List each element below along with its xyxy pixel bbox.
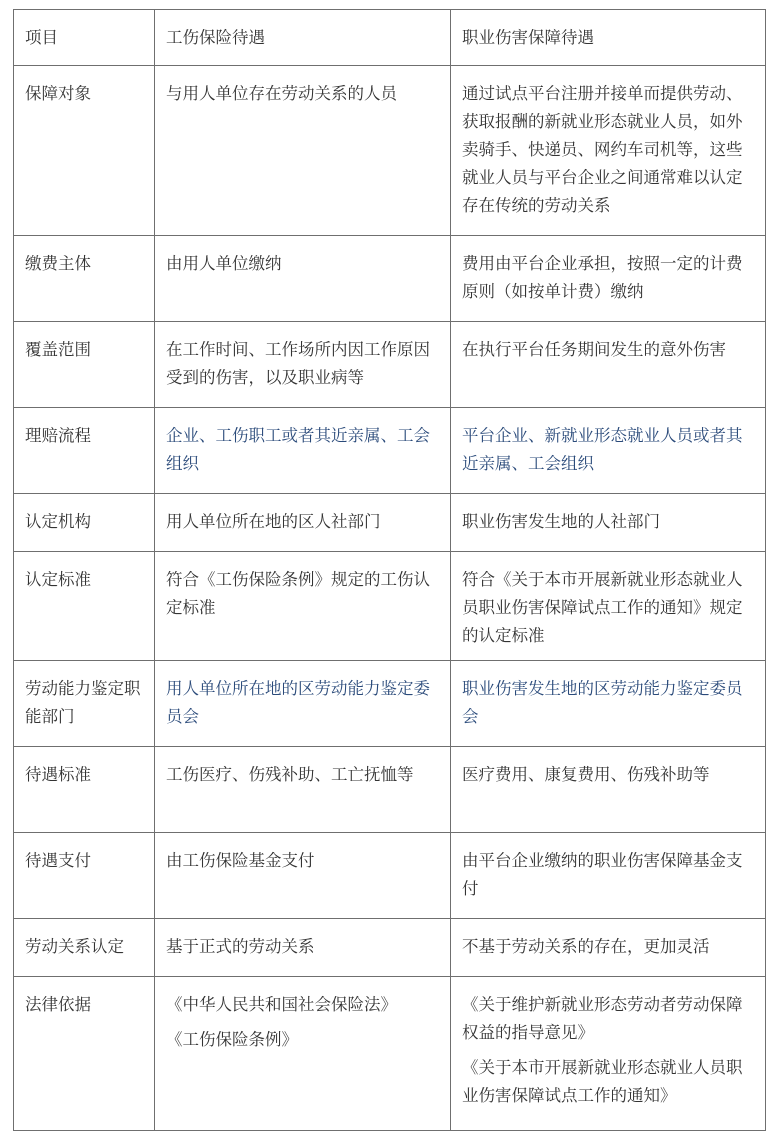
row-item-label: 理赔流程 bbox=[14, 408, 155, 494]
occupational-cell-text: 由平台企业缴纳的职业伤害保障基金支付 bbox=[462, 851, 743, 898]
table-row bbox=[14, 66, 766, 236]
row-item-label: 认定机构 bbox=[14, 494, 155, 552]
work-injury-cell bbox=[155, 494, 451, 552]
comparison-table bbox=[13, 9, 766, 1131]
occupational-cell-text: 符合《关于本市开展新就业形态就业人员职业伤害保障试点工作的通知》规定的认定标准 bbox=[462, 570, 743, 645]
work-injury-cell-text: 基于正式的劳动关系 bbox=[166, 937, 315, 956]
row-item-label: 法律依据 bbox=[14, 977, 155, 1131]
work-injury-cell bbox=[155, 552, 451, 661]
work-injury-cell-text: 与用人单位存在劳动关系的人员 bbox=[166, 84, 397, 103]
work-injury-cell bbox=[155, 919, 451, 977]
table-row bbox=[14, 494, 766, 552]
occupational-cell-text: 《关于维护新就业形态劳动者劳动保障权益的指导意见》 bbox=[462, 995, 743, 1042]
occupational-cell-text: 平台企业、新就业形态就业人员或者其近亲属、工会组织 bbox=[462, 426, 743, 473]
work-injury-cell-text: 用人单位所在地的区劳动能力鉴定委员会 bbox=[166, 679, 430, 726]
work-injury-cell bbox=[155, 322, 451, 408]
work-injury-cell bbox=[155, 408, 451, 494]
work-injury-cell-text: 《工伤保险条例》 bbox=[166, 1030, 298, 1049]
table-row bbox=[14, 747, 766, 833]
occupational-cell-text: 职业伤害发生地的人社部门 bbox=[462, 512, 660, 531]
header-row bbox=[14, 10, 766, 66]
occupational-cell bbox=[451, 747, 766, 833]
row-item-label: 保障对象 bbox=[14, 66, 155, 236]
table-body bbox=[14, 10, 766, 1131]
occupational-cell bbox=[451, 66, 766, 236]
work-injury-cell-text: 工伤医疗、伤残补助、工亡抚恤等 bbox=[166, 765, 414, 784]
work-injury-cell-text: 符合《工伤保险条例》规定的工伤认定标准 bbox=[166, 570, 430, 617]
header-item: 项目 bbox=[14, 10, 155, 66]
table-row bbox=[14, 552, 766, 661]
table-row bbox=[14, 236, 766, 322]
work-injury-cell-text: 在工作时间、工作场所内因工作原因受到的伤害，以及职业病等 bbox=[166, 340, 430, 387]
work-injury-cell-text: 企业、工伤职工或者其近亲属、工会组织 bbox=[166, 426, 430, 473]
work-injury-cell bbox=[155, 66, 451, 236]
work-injury-cell bbox=[155, 747, 451, 833]
occupational-cell bbox=[451, 977, 766, 1131]
occupational-cell bbox=[451, 919, 766, 977]
row-item-label: 待遇标准 bbox=[14, 747, 155, 833]
table-row bbox=[14, 322, 766, 408]
table-row bbox=[14, 408, 766, 494]
occupational-cell-text: 通过试点平台注册并接单而提供劳动、获取报酬的新就业形态就业人员，如外卖骑手、快递员、网约车司机等，这些就业人员与平台企业之间通常难以认定存在传统的劳动关系 bbox=[462, 84, 743, 215]
occupational-cell bbox=[451, 661, 766, 747]
work-injury-cell-text: 《中华人民共和国社会保险法》 bbox=[166, 995, 397, 1014]
row-item-label: 认定标准 bbox=[14, 552, 155, 661]
work-injury-cell-text: 由用人单位缴纳 bbox=[166, 254, 282, 273]
header-work-injury: 工伤保险待遇 bbox=[155, 10, 451, 66]
occupational-cell-text: 费用由平台企业承担，按照一定的计费原则（如按单计费）缴纳 bbox=[462, 254, 743, 301]
row-item-label: 缴费主体 bbox=[14, 236, 155, 322]
occupational-cell-text: 不基于劳动关系的存在，更加灵活 bbox=[462, 937, 710, 956]
table-row bbox=[14, 919, 766, 977]
table-row bbox=[14, 977, 766, 1131]
occupational-cell bbox=[451, 408, 766, 494]
work-injury-cell bbox=[155, 236, 451, 322]
work-injury-cell-text: 用人单位所在地的区人社部门 bbox=[166, 512, 381, 531]
work-injury-cell bbox=[155, 833, 451, 919]
occupational-cell-text: 医疗费用、康复费用、伤残补助等 bbox=[462, 765, 710, 784]
row-item-label: 待遇支付 bbox=[14, 833, 155, 919]
table-row bbox=[14, 661, 766, 747]
occupational-cell-text: 在执行平台任务期间发生的意外伤害 bbox=[462, 340, 726, 359]
occupational-cell bbox=[451, 322, 766, 408]
header-occupational: 职业伤害保障待遇 bbox=[451, 10, 766, 66]
occupational-cell-text: 《关于本市开展新就业形态就业人员职业伤害保障试点工作的通知》 bbox=[462, 1058, 743, 1105]
occupational-cell bbox=[451, 494, 766, 552]
occupational-cell-text: 职业伤害发生地的区劳动能力鉴定委员会 bbox=[462, 679, 743, 726]
occupational-cell bbox=[451, 833, 766, 919]
occupational-cell bbox=[451, 552, 766, 661]
work-injury-cell-text: 由工伤保险基金支付 bbox=[166, 851, 315, 870]
table-row bbox=[14, 833, 766, 919]
row-item-label: 劳动能力鉴定职能部门 bbox=[14, 661, 155, 747]
row-item-label: 劳动关系认定 bbox=[14, 919, 155, 977]
row-item-label: 覆盖范围 bbox=[14, 322, 155, 408]
work-injury-cell bbox=[155, 977, 451, 1131]
work-injury-cell bbox=[155, 661, 451, 747]
occupational-cell bbox=[451, 236, 766, 322]
